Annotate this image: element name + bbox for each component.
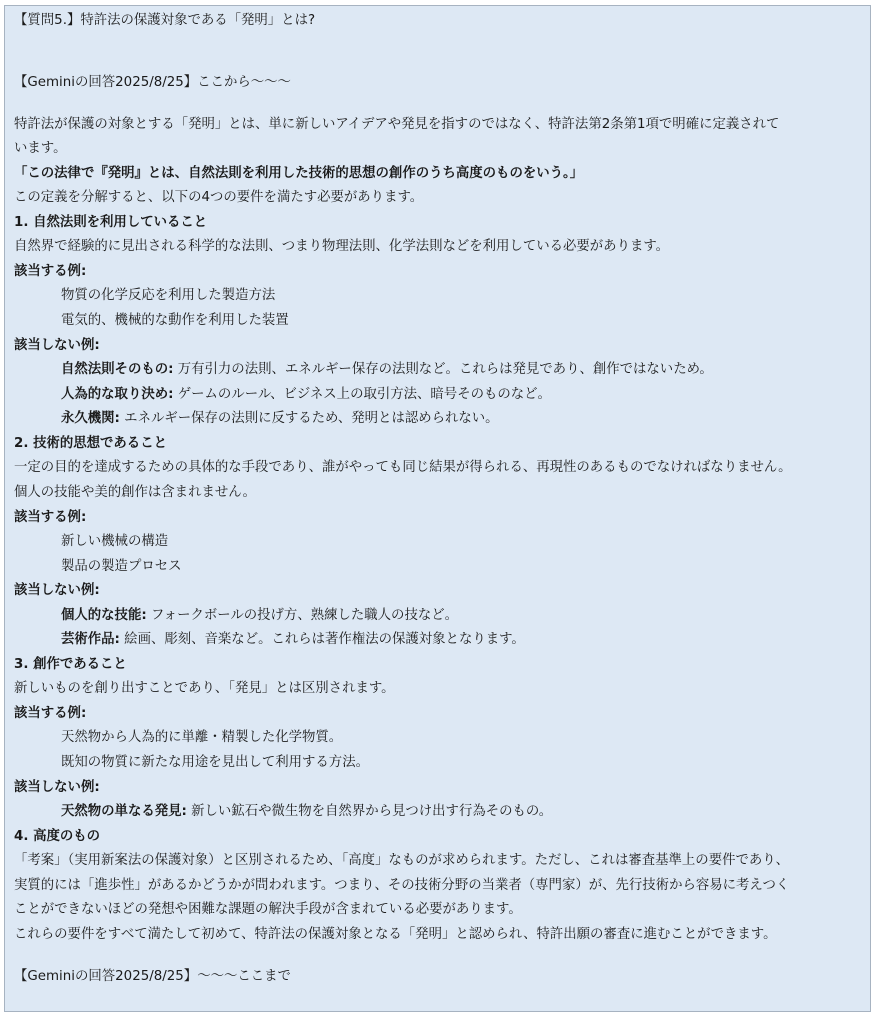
- section-body: 自然界で経験的に見出される科学的な法則、つまり物理法則、化学法則などを利用している必要があります。: [14, 239, 670, 254]
- term: 自然法則そのもの:: [61, 362, 174, 377]
- non-examples-label: 該当しない例:: [14, 780, 100, 795]
- section-body: ことができないほどの発想や困難な課題の解決手段が含まれている必要があります。: [14, 902, 522, 917]
- answer-start-marker: 【Geminiの回答2025/8/25】ここから〜〜〜: [14, 75, 291, 90]
- example-item: 新しい機械の構造: [61, 534, 169, 549]
- section-body: 新しいものを創り出すことであり、「発見」とは区別されます。: [14, 681, 395, 696]
- term: 人為的な取り決め:: [61, 387, 174, 402]
- term: 天然物の単なる発見:: [61, 804, 187, 819]
- section-body: 実質的には「進歩性」があるかどうかが問われます。つまり、その技術分野の当業者（専門家）が、先行技術から容易に考えつく: [14, 878, 790, 893]
- section-body: 「考案」（実用新案法の保護対象）と区別されるため、「高度」なものが求められます。ただし、これは審査基準上の要件であり、: [14, 853, 790, 868]
- breakdown-text: この定義を分解すると、以下の4つの要件を満たす必要があります。: [14, 190, 424, 205]
- term-description: フォークボールの投げ方、熟練した職人の技など。: [146, 608, 459, 623]
- term-description: ゲームのルール、ビジネス上の取引方法、暗号そのものなど。: [173, 387, 551, 402]
- examples-label: 該当する例:: [14, 510, 87, 525]
- section-body: 一定の目的を達成するための具体的な手段であり、誰がやっても同じ結果が得られる、再現性のあるものでなければなりません。: [14, 460, 792, 475]
- section-heading: 3. 創作であること: [14, 657, 127, 672]
- non-example-item: [61, 361, 713, 379]
- term: 個人的な技能:: [61, 608, 147, 623]
- term-description: 新しい鉱石や微生物を自然界から見つけ出す行為そのもの。: [186, 804, 553, 819]
- intro-text: います。: [14, 141, 67, 156]
- term-description: 万有引力の法則、エネルギー保存の法則など。これらは発見であり、創作ではないため。: [173, 362, 713, 377]
- term-description: 絵画、彫刻、音楽など。これらは著作権法の保護対象となります。: [119, 632, 525, 647]
- non-examples-label: 該当しない例:: [14, 583, 100, 598]
- non-example-item: [61, 386, 551, 404]
- term-description: エネルギー保存の法則に反するため、発明とは認められない。: [119, 411, 499, 426]
- section-heading: 1. 自然法則を利用していること: [14, 215, 208, 230]
- examples-label: 該当する例:: [14, 264, 87, 279]
- non-example-item: [61, 803, 552, 821]
- intro-text: 特許法が保護の対象とする「発明」とは、単に新しいアイデアや発見を指すのではなく、特許法第2条第1項で明確に定義されて: [14, 117, 780, 132]
- non-example-item: [61, 631, 525, 649]
- question-title: 【質問5.】特許法の保護対象である「発明」とは?: [14, 13, 316, 28]
- definition-quote: 「この法律で『発明』とは、自然法則を利用した技術的思想の創作のうち高度のものをいう。」: [14, 166, 584, 181]
- non-examples-label: 該当しない例:: [14, 338, 100, 353]
- section-body: 個人の技能や美的創作は含まれません。: [14, 485, 256, 500]
- answer-panel: [4, 5, 871, 1012]
- conclusion-text: これらの要件をすべて満たして初めて、特許法の保護対象となる「発明」と認められ、特許出願の審査に進むことができます。: [14, 927, 777, 942]
- example-item: 電気的、機械的な動作を利用した装置: [61, 313, 289, 328]
- non-example-item: [61, 607, 458, 625]
- example-item: 天然物から人為的に単離・精製した化学物質。: [61, 730, 343, 745]
- example-item: 製品の製造プロセス: [61, 559, 182, 574]
- term: 芸術作品:: [61, 632, 120, 647]
- example-item: 既知の物質に新たな用途を見出して利用する方法。: [61, 755, 369, 770]
- section-heading: 4. 高度のもの: [14, 829, 101, 844]
- non-example-item: [61, 410, 499, 428]
- term: 永久機関:: [61, 411, 120, 426]
- section-heading: 2. 技術的思想であること: [14, 436, 167, 451]
- answer-end-marker: 【Geminiの回答2025/8/25】〜〜〜ここまで: [14, 969, 291, 984]
- example-item: 物質の化学反応を利用した製造方法: [61, 288, 276, 303]
- examples-label: 該当する例:: [14, 706, 87, 721]
